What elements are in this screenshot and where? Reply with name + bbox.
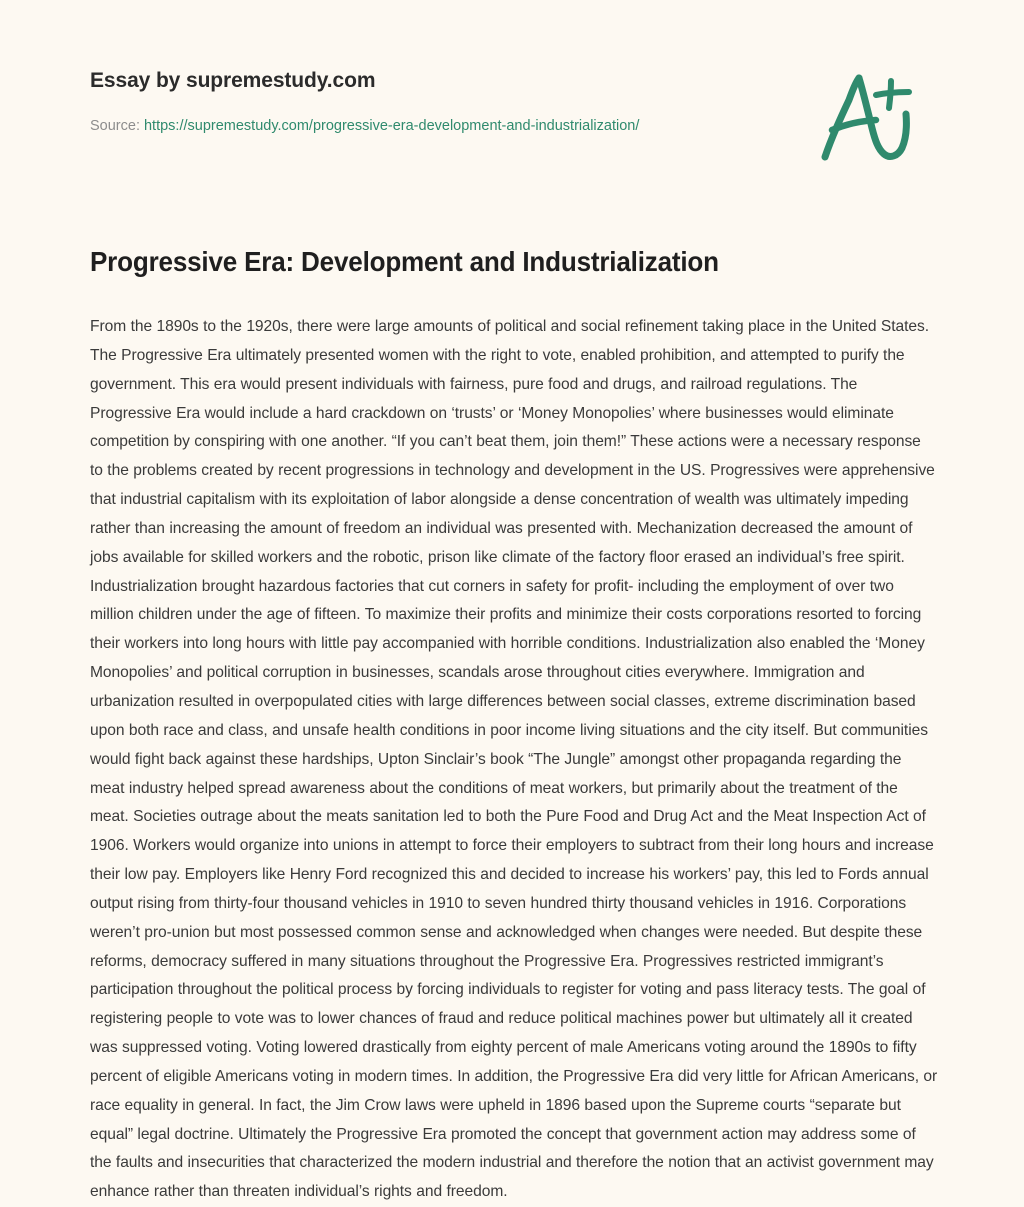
essay-paragraph: From the 1890s to the 1920s, there were large amounts of political and social refinement taking place in the United States. The Progressive Era ultimately presented women with the right to vote, enabled prohibition, and attempted to purify the government. This era would present individuals with fairness, pure food and drugs, and railroad regulations. The Progressive Era would include a hard crackdown on ‘trusts’ or ‘Money Monopolies’ where businesses would eliminate competition by conspiring with one another. “If you can’t beat them, join them!” These actions were a necessary response to the problems created by recent progressions in technology and development in the US. Progressives were apprehensive that industrial capitalism with its exploitation of labor alongside a dense concentration of wealth was ultimately impeding rather than increasing the amount of freedom an individual was presented with. Mechanization decreased the amount of jobs available for skilled workers and the robotic, prison like climate of the factory floor erased an individual’s free spirit. Industrialization brought hazardous factories that cut corners in safety for profit- including the employment of over two million children under the age of fifteen. To maximize their profits and minimize their costs corporations resorted to forcing their workers into long hours with little pay accompanied with horrible conditions. Industrialization also enabled the ‘Money Monopolies’ and political corruption in businesses, scandals arose throughout cities everywhere. Immigration and urbanization resulted in overpopulated cities with large differences between social classes, extreme discrimination based upon both race and class, and unsafe health conditions in poor income living situations and the city itself. But communities would fight back against these hardships, Upton Sinclair’s book “The Jungle” amongst other propaganda regarding the meat industry helped spread awareness about the conditions of meat workers, but primarily about the treatment of the meat. Societies outrage about the meats sanitation led to both the Pure Food and Drug Act and the Meat Inspection Act of 1906. Workers would organize into unions in attempt to force their employers to subtract from their long hours and increase their low pay. Employers like Henry Ford recognized this and decided to increase his workers’ pay, this led to Fords annual output rising from thirty-four thousand vehicles in 1910 to seven hundred thirty thousand vehicles in 1916. Corporations weren’t pro-union but most possessed common sense and acknowledged when changes were needed. But despite these reforms, democracy suffered in many situations throughout the Progressive Era. Progressives restricted immigrant’s participation throughout the political process by forcing individuals to register for voting and pass literacy tests. The goal of registering people to vote was to lower chances of fraud and reduce political machines power but ultimately all it created was suppressed voting. Voting lowered drastically from eighty percent of male Americans voting around the 1890s to fifty percent of eligible Americans voting in modern times. In addition, the Progressive Era did very little for African Americans, or race equality in general. In fact, the Jim Crow laws were upheld in 1896 based upon the Supreme courts “separate but equal” legal doctrine. Ultimately the Progressive Era promoted the concept that government action may address some of the faults and insecurities that characterized the modern industrial and therefore the notion that an activist government may enhance rather than threaten individual’s rights and freedom.: [90, 318, 938, 1201]
a-plus-logo-icon: [816, 68, 916, 164]
source-label: Source:: [90, 118, 140, 134]
page-title: Progressive Era: Development and Industrialization: [90, 246, 719, 277]
source-row: [90, 117, 934, 135]
page-header: [90, 68, 934, 178]
source-url-link[interactable]: https://supremestudy.com/progressive-era-development-and-industrialization/: [143, 118, 640, 134]
essay-body: [90, 313, 938, 1207]
byline: Essay by supremestudy.com: [90, 69, 376, 92]
